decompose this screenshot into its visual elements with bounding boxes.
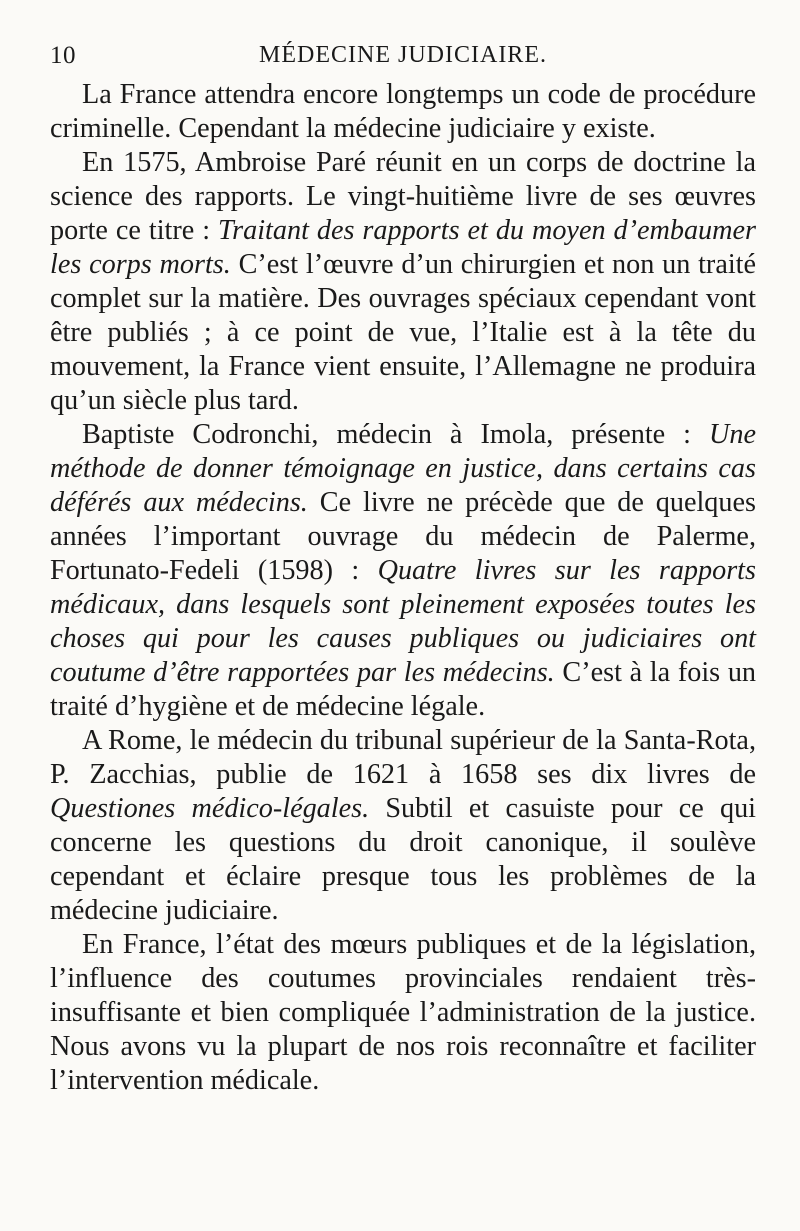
running-title: MÉDECINE JUDICIAIRE. xyxy=(259,42,547,68)
paragraph-3-text-cont: Ce livre ne précède que de quelques années l’important ouvrage du médecin de Palerme, Fortunato-Fedeli (1598) : xyxy=(50,487,756,586)
paragraph-2 xyxy=(50,146,756,418)
book-title-zacchias: Questiones médico-légales. xyxy=(50,793,370,824)
body-text xyxy=(50,78,756,1098)
paragraph-2-text: En 1575, Ambroise Paré réunit en un corps de doctrine la science des rapports. Le vingt-huitième livre de ses œuvres porte ce titre : xyxy=(50,147,756,246)
paragraph-3-text-end: C’est à la fois un traité d’hygiène et de médecine légale. xyxy=(50,657,757,722)
book-page xyxy=(50,40,756,1098)
book-title-pare: Traitant des rapports et du moyen d’embaumer les corps morts. xyxy=(50,215,756,280)
paragraph-5: En France, l’état des mœurs publiques et de la législation, l’influence des coutumes provinciales rendaient très-insuffisante et bien compliquée l’administration de la justice. Nous avons vu la plupart de nos rois reconnaître et faciliter l’intervention médicale. xyxy=(50,929,756,1096)
page-header xyxy=(50,40,756,78)
paragraph-3 xyxy=(50,418,756,724)
paragraph-4 xyxy=(50,724,756,928)
page-number: 10 xyxy=(50,42,76,69)
paragraph-4-text: A Rome, le médecin du tribunal supérieur de la Santa-Rota, P. Zacchias, publie de 1621 à 1658 ses dix livres de xyxy=(50,725,756,790)
paragraph-1: La France attendra encore longtemps un code de procédure criminelle. Cependant la médecine judiciaire y existe. xyxy=(50,79,756,144)
paragraph-4-text-cont: Subtil et casuiste pour ce qui concerne les questions du droit canonique, il soulève cependant et éclaire presque tous les problèmes de la médecine judiciaire. xyxy=(50,793,756,926)
paragraph-2-text-cont: C’est l’œuvre d’un chirurgien et non un traité complet sur la matière. Des ouvrages spéciaux cependant vont être publiés ; à ce point de vue, l’Italie est à la tête du mouvement, la France vient ensuite, l’Allemagne ne produira qu’un siècle plus tard. xyxy=(50,249,757,416)
paragraph-3-text: Baptiste Codronchi, médecin à Imola, présente : xyxy=(82,419,710,450)
book-title-codronchi: Une méthode de donner témoignage en justice, dans certains cas déférés aux médecins. xyxy=(50,419,756,518)
book-title-fedeli: Quatre livres sur les rapports médicaux, dans lesquels sont pleinement exposées toutes les choses qui pour les causes publiques ou judiciaires ont coutume d’être rapportées par les médecins. xyxy=(50,555,756,688)
